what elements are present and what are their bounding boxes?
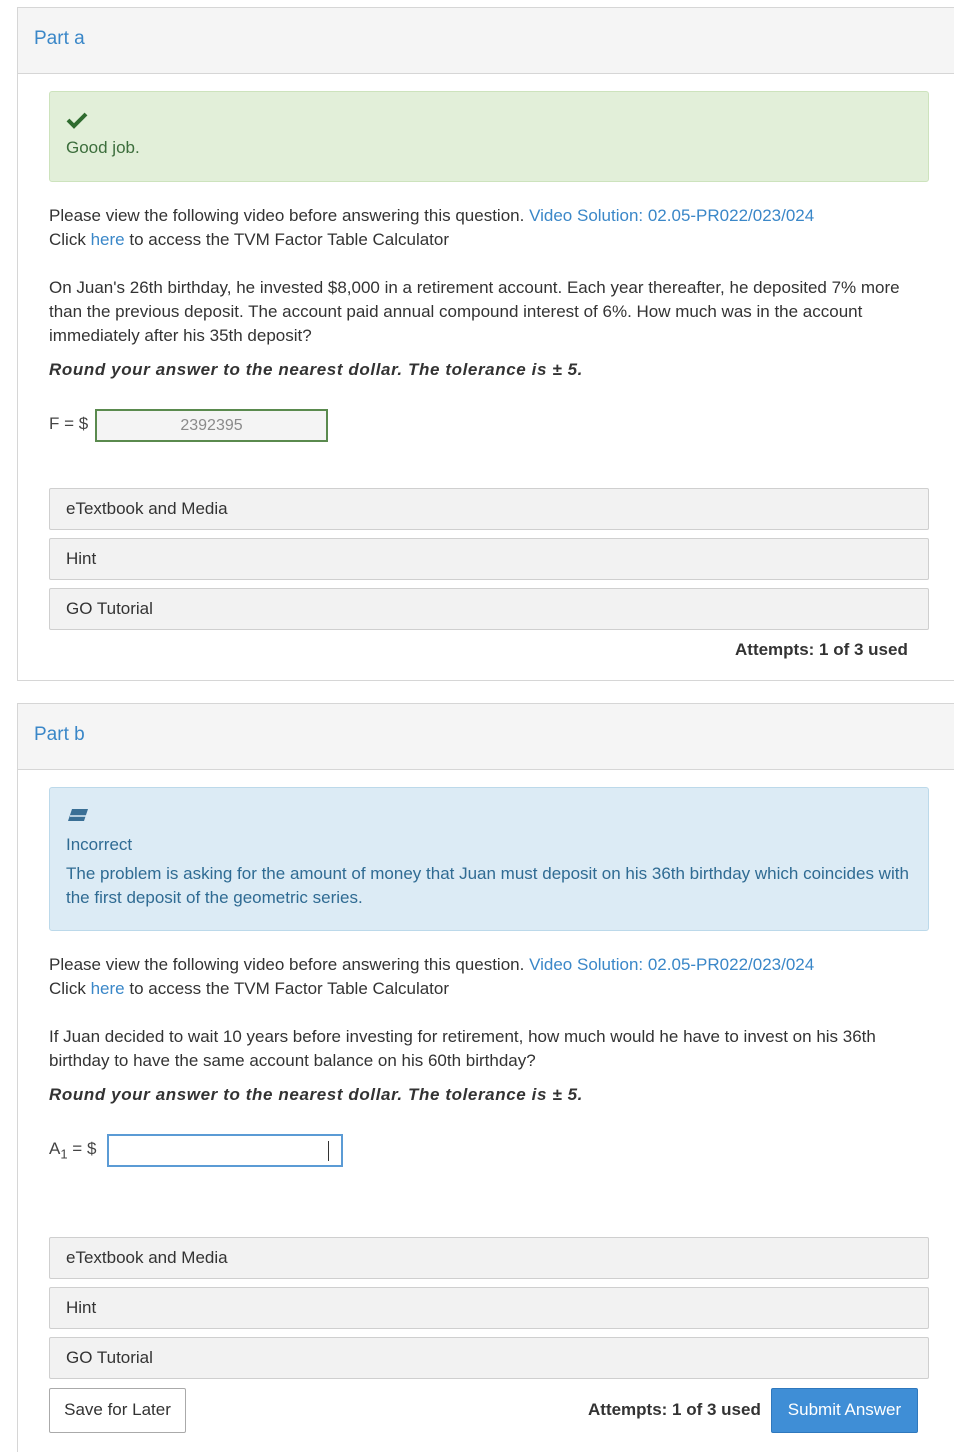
- submit-answer-button[interactable]: Submit Answer: [771, 1388, 918, 1433]
- hint-button[interactable]: Hint: [49, 1287, 929, 1329]
- video-solution-link[interactable]: Video Solution: 02.05-PR022/023/024: [529, 206, 815, 225]
- incorrect-feedback: [49, 787, 929, 931]
- video-instructions: [49, 204, 934, 252]
- part-b-panel: [17, 703, 954, 1452]
- click-text: Click: [49, 979, 86, 998]
- rounding-note: Round your answer to the nearest dollar. The tolerance is ± 5.: [49, 1085, 583, 1104]
- go-tutorial-button[interactable]: GO Tutorial: [49, 588, 929, 630]
- answer-label: [49, 1139, 96, 1161]
- attempts-counter: Attempts: 1 of 3 used: [735, 640, 908, 659]
- etextbook-media-button[interactable]: eTextbook and Media: [49, 1237, 929, 1279]
- tvm-calculator-link[interactable]: here: [90, 230, 125, 249]
- feedback-message: The problem is asking for the amount of money that Juan must deposit on his 36th birthday which coincides with the first deposit of the geometric series.: [66, 864, 909, 907]
- label-tail: = $: [67, 1139, 97, 1158]
- tvm-suffix: to access the TVM Factor Table Calculator: [129, 230, 450, 249]
- eraser-icon: [66, 807, 90, 823]
- video-solution-link[interactable]: Video Solution: 02.05-PR022/023/024: [529, 955, 815, 974]
- answer-label: F = $: [49, 414, 89, 433]
- text-caret: [328, 1141, 329, 1161]
- save-for-later-button[interactable]: Save for Later: [49, 1388, 186, 1433]
- part-b-title[interactable]: Part b: [34, 724, 85, 745]
- feedback-message: Good job.: [66, 138, 140, 157]
- video-prefix: Please view the following video before answering this question.: [49, 955, 525, 974]
- video-instructions: [49, 953, 934, 1001]
- part-a-header[interactable]: [18, 8, 954, 74]
- label-subscript: 1: [60, 1146, 68, 1162]
- part-a-panel: [17, 7, 954, 681]
- go-tutorial-button[interactable]: GO Tutorial: [49, 1337, 929, 1379]
- check-icon: [66, 111, 88, 129]
- tvm-calculator-link[interactable]: here: [90, 979, 125, 998]
- part-b-header[interactable]: [18, 704, 954, 770]
- click-text: Click: [49, 230, 86, 249]
- question-text: If Juan decided to wait 10 years before investing for retirement, how much would he have to invest on his 36th birthday to have the same account balance on his 60th birthday?: [49, 1027, 876, 1070]
- etextbook-media-button[interactable]: eTextbook and Media: [49, 488, 929, 530]
- success-feedback: [49, 91, 929, 182]
- answer-input-f[interactable]: 2392395: [95, 409, 328, 442]
- video-prefix: Please view the following video before answering this question.: [49, 206, 525, 225]
- rounding-note: Round your answer to the nearest dollar. The tolerance is ± 5.: [49, 360, 583, 379]
- answer-input-a1[interactable]: [107, 1134, 343, 1167]
- question-text: On Juan's 26th birthday, he invested $8,000 in a retirement account. Each year thereafter, he deposited 7% more than the previous deposit. The account paid annual compound interest of 6%. How much was in the account immediately after his 35th deposit?: [49, 278, 900, 345]
- hint-button[interactable]: Hint: [49, 538, 929, 580]
- tvm-suffix: to access the TVM Factor Table Calculator: [129, 979, 450, 998]
- feedback-status: Incorrect: [66, 835, 133, 854]
- attempts-counter: Attempts: 1 of 3 used: [588, 1400, 761, 1419]
- label-a: A: [49, 1139, 61, 1158]
- part-a-title[interactable]: Part a: [34, 28, 85, 49]
